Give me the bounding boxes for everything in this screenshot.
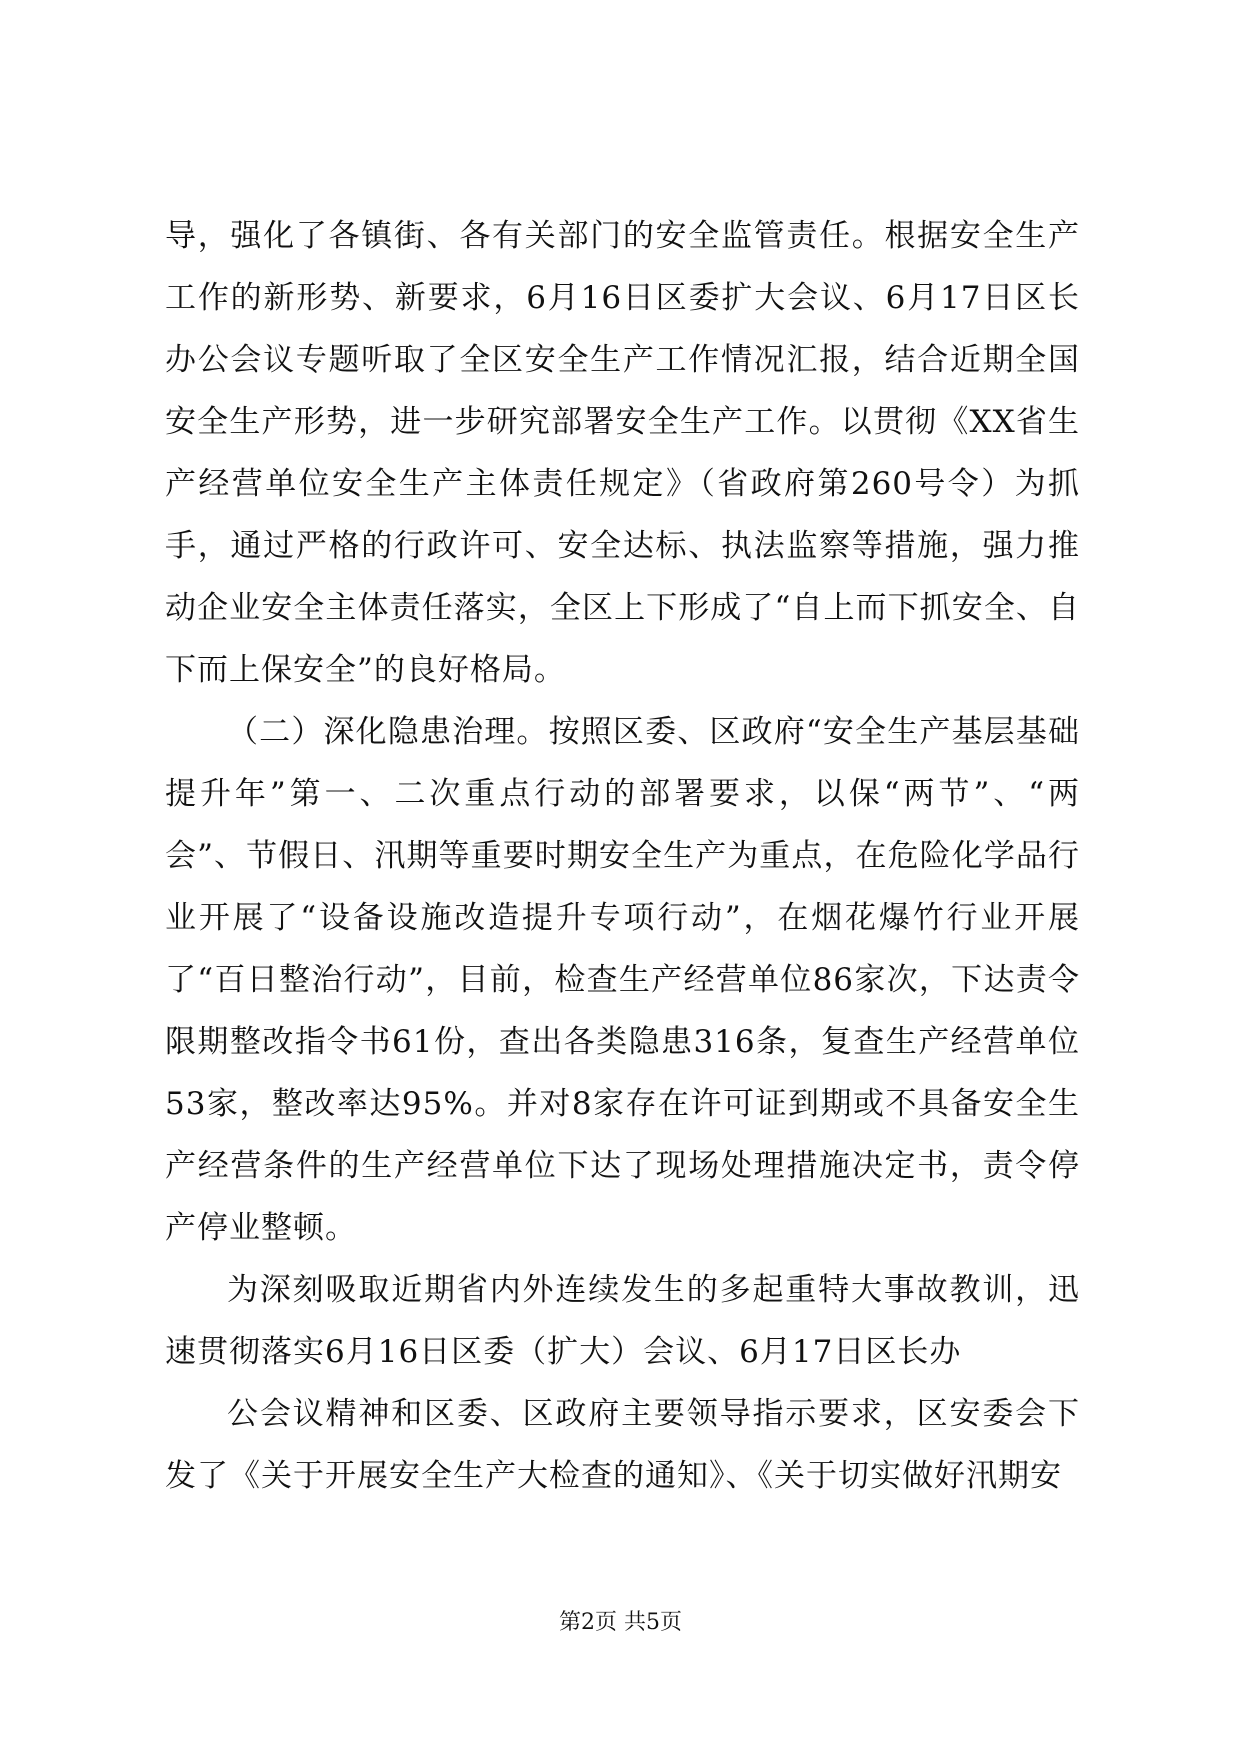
paragraph-meeting-spirit: 公会议精神和区委、区政府主要领导指示要求，区安委会下发了《关于开展安全生产大检查的通知》、《关于切实做好汛期安	[165, 1396, 1080, 1494]
document-body	[165, 205, 1080, 1507]
page-number-footer: 第2页 共5页	[559, 1610, 682, 1635]
paragraph-continuation: 导，强化了各镇街、各有关部门的安全监管责任。根据安全生产工作的新形势、新要求，6月16日区委扩大会议、6月17日区长办公会议专题听取了全区安全生产工作情况汇报，结合近期全国安全生产形势，进一步研究部署安全生产工作。以贯彻《XX省生产经营单位安全生产主体责任规定》（省政府第260号令）为抓手，通过严格的行政许可、安全达标、执法监察等措施，强力推动企业安全主体责任落实，全区上下形成了“自上而下抓安全、自下而上保安全”的良好格局。	[165, 218, 1080, 688]
paragraph-hazard-governance: （二）深化隐患治理。按照区委、区政府“安全生产基层基础提升年”第一、二次重点行动的部署要求，以保“两节”、“两会”、节假日、汛期等重要时期安全生产为重点，在危险化学品行业开展了“设备设施改造提升专项行动”，在烟花爆竹行业开展了“百日整治行动”，目前，检查生产经营单位86家次，下达责令限期整改指令书61份，查出各类隐患316条，复查生产经营单位53家，整改率达95%。并对8家存在许可证到期或不具备安全生产经营条件的生产经营单位下达了现场处理措施决定书，责令停产停业整顿。	[165, 714, 1080, 1246]
paragraph-lessons-learned: 为深刻吸取近期省内外连续发生的多起重特大事故教训，迅速贯彻落实6月16日区委（扩大）会议、6月17日区长办	[165, 1272, 1080, 1370]
